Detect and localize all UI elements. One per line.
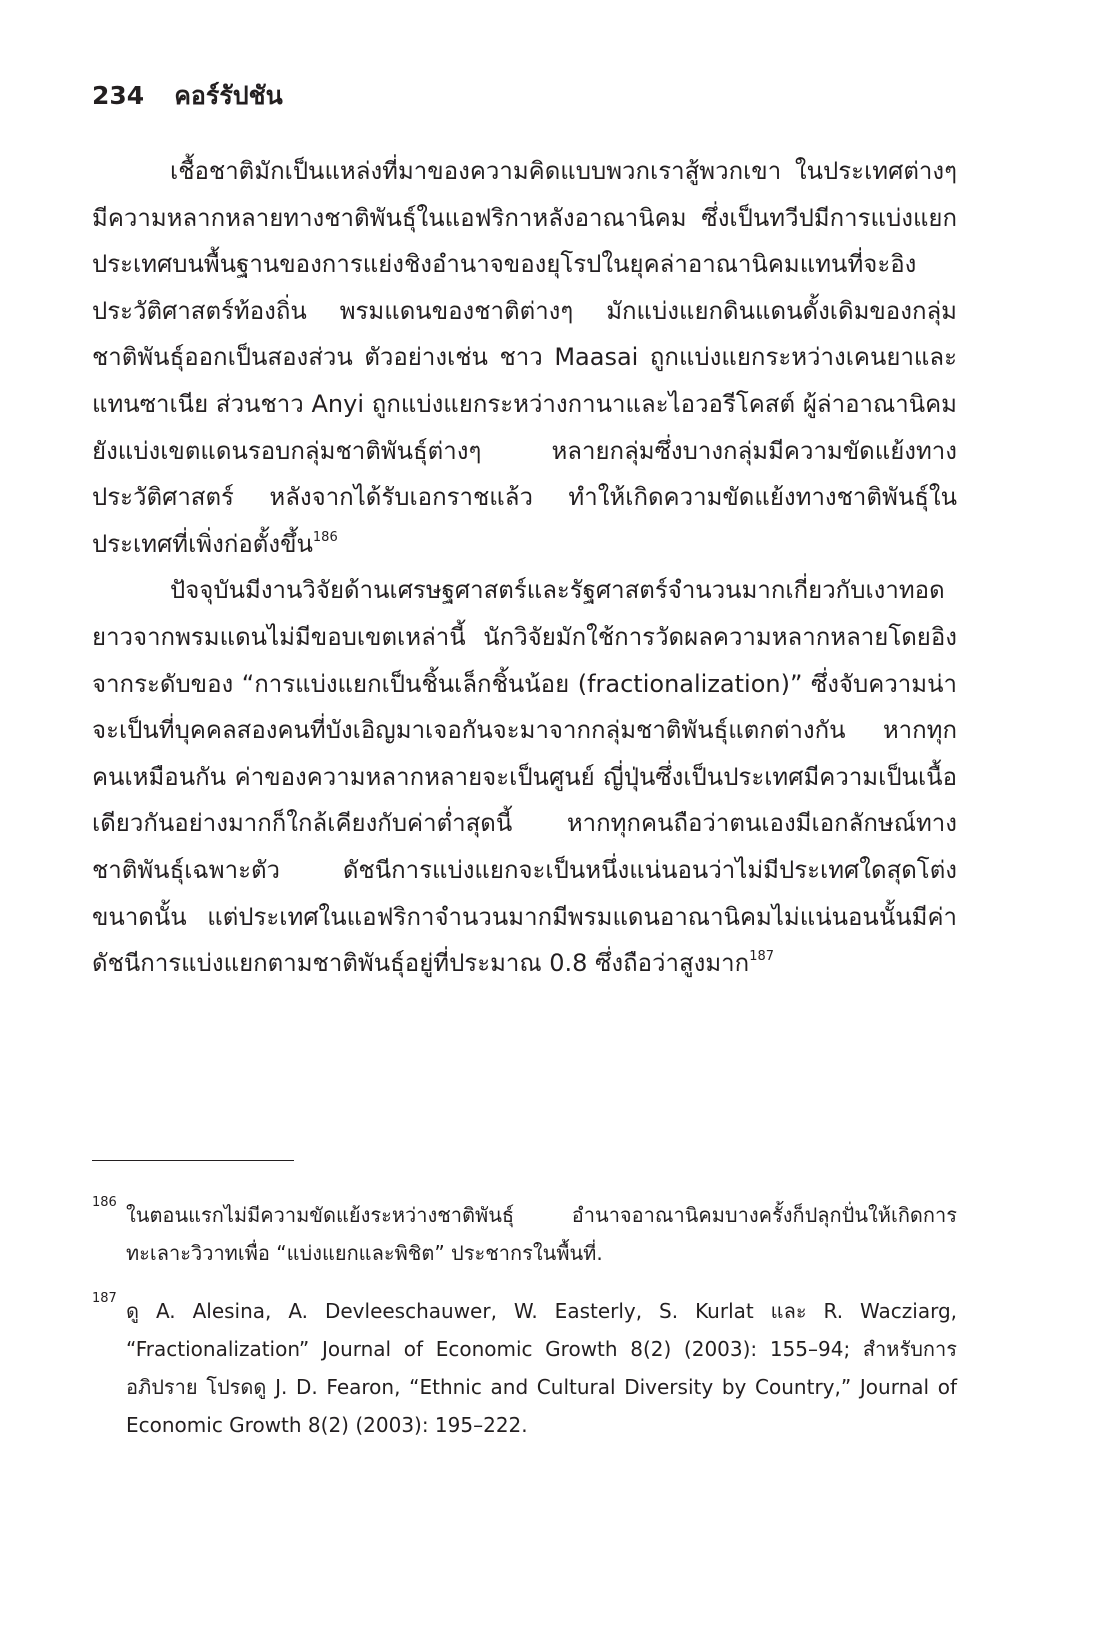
footnote-reference[interactable]: 186 [312,529,338,545]
footnote [92,1292,957,1444]
paragraph-text: เชื้อชาติมักเป็นแหล่งที่มาของความคิดแบบพวกเราสู้พวกเขา ในประเทศต่างๆ มีความหลากหลายทางชาติพันธุ์ในแอฟริกาหลังอาณานิคม ซึ่งเป็นทวีปมีการแบ่งแยกประเทศบนพื้นฐานของการแย่งชิงอำนาจของยุโรปในยุคล่าอาณานิคมแทนที่จะอิงประวัติศาสตร์ท้องถิ่น พรมแดนของชาติต่างๆ มักแบ่งแยกดินแดนดั้งเดิมของกลุ่มชาติพันธุ์ออกเป็นสองส่วน ตัวอย่างเช่น ชาว Maasai ถูกแบ่งแยกระหว่างเคนยาและแทนซาเนีย ส่วนชาว Anyi ถูกแบ่งแยกระหว่างกานาและไอวอรีโคสต์ ผู้ล่าอาณานิคมยังแบ่งเขตแดนรอบกลุ่มชาติพันธุ์ต่างๆ หลายกลุ่มซึ่งบางกลุ่มมีความขัดแย้งทางประวัติศาสตร์ หลังจากได้รับเอกราชแล้ว ทำให้เกิดความขัดแย้งทางชาติพันธุ์ในประเทศที่เพิ่งก่อตั้งขึ้น [92,157,957,558]
page-number: 234 [92,81,145,110]
paragraph-text: ปัจจุบันมีงานวิจัยด้านเศรษฐศาสตร์และรัฐศาสตร์จำนวนมากเกี่ยวกับเงาทอดยาวจากพรมแดนไม่มีขอบเขตเหล่านี้ นักวิจัยมักใช้การวัดผลความหลากหลายโดยอิงจากระดับของ “การแบ่งแยกเป็นชิ้นเล็กชิ้นน้อย (fractionalization)” ซึ่งจับความน่าจะเป็นที่บุคคลสองคนที่บังเอิญมาเจอกันจะมาจากกลุ่มชาติพันธุ์แตกต่างกัน หากทุกคนเหมือนกัน ค่าของความหลากหลายจะเป็นศูนย์ ญี่ปุ่นซึ่งเป็นประเทศมีความเป็นเนื้อเดียวกันอย่างมากก็ใกล้เคียงกับค่าต่ำสุดนี้ หากทุกคนถือว่าตนเองมีเอกลักษณ์ทางชาติพันธุ์เฉพาะตัว ดัชนีการแบ่งแยกจะเป็นหนึ่งแน่นอนว่าไม่มีประเทศใดสุดโต่งขนาดนั้น แต่ประเทศในแอฟริกาจำนวนมากมีพรมแดนอาณานิคมไม่แน่นอนนั้นมีค่าดัชนีการแบ่งแยกตามชาติพันธุ์อยู่ที่ประมาณ 0.8 ซึ่งถือว่าสูงมาก [92,576,957,978]
footnote-divider [92,1160,294,1161]
page-header [92,76,283,116]
paragraph [92,148,957,567]
footnote-number: 186 [92,1195,117,1210]
footnote-reference[interactable]: 187 [749,949,775,965]
footnote-number: 187 [92,1291,117,1306]
running-title: คอร์รัปชัน [174,81,283,110]
footnote-text: ในตอนแรกไม่มีความขัดแย้งระหว่างชาติพันธุ์ อำนาจอาณานิคมบางครั้งก็ปลุกปั่นให้เกิดการทะเลาะวิวาทเพื่อ “แบ่งแยกและพิชิต” ประชากรในพื้นที่. [126,1203,957,1265]
paragraph [92,567,957,986]
footnote [92,1196,957,1272]
body-text [92,148,957,987]
footnote-text: ดู A. Alesina, A. Devleeschauwer, W. Easterly, S. Kurlat และ R. Wacziarg, “Fractionalization” Journal of Economic Growth 8(2) (2003): 155–94; สำหรับการอภิปราย โปรดดู J. D. Fearon, “Ethnic and Cultural Diversity by Country,” Journal of Economic Growth 8(2) (2003): 195–222. [126,1299,957,1437]
footnotes [92,1196,957,1464]
